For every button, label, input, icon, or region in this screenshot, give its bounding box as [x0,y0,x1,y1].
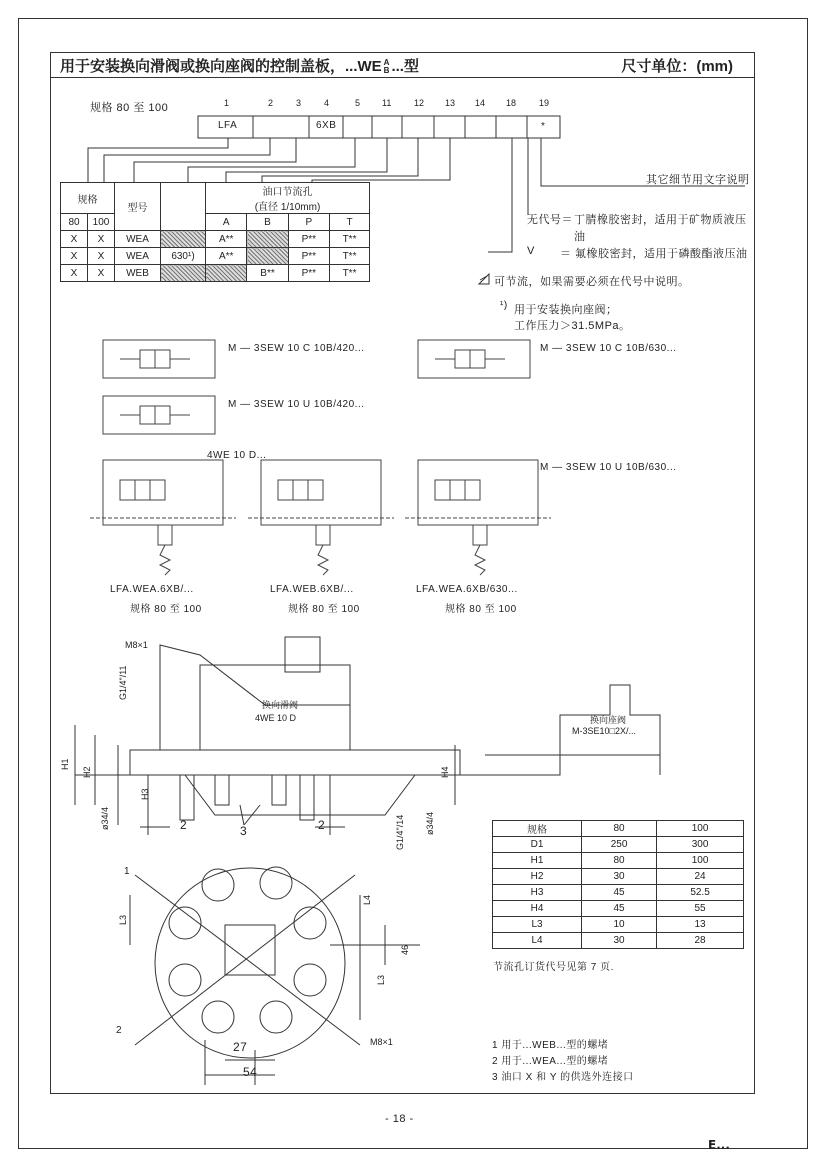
pos-14: 14 [475,98,486,108]
dim-l3-left: L3 [118,914,128,925]
pos-19: 19 [539,98,550,108]
code-box-6xb: 6XB [316,120,337,131]
size-range-label: 规格 80 至 100 [90,102,169,114]
page-number: - 18 - [385,1113,414,1125]
opt-row: X X WEB B** P** T** [61,265,370,282]
seat-valve-label: 换向座阀 [590,715,627,725]
pos-3: 3 [296,98,302,108]
opt-h-type: 型号 [115,183,161,231]
dim-dia-left: ø34/4 [100,806,110,830]
pos-12: 12 [414,98,425,108]
option-table [60,182,370,282]
dim-h4: H4 [440,766,450,778]
footnote-line-2: 工作压力＞31.5MPa。 [514,320,631,332]
table-row: D1 250 300 [493,837,744,853]
opt-h-size: 规格 [61,183,115,214]
title-frac-bottom: B [383,66,390,76]
table-row: H4 45 55 [493,901,744,917]
footnote-mark: ¹) [500,300,508,311]
opt-h-throttle: 油口节流孔 (直径 1/10mm) [206,183,370,214]
throttle-note: 可节流，如果需要必须在代号中说明。 [494,276,690,288]
pos-18: 18 [506,98,517,108]
table-row: H3 45 52.5 [493,885,744,901]
symbol-m3: M — 3SEW 10 U 10B/420... [228,399,365,410]
opt-sub-100: 100 [88,214,115,231]
dimension-table [492,820,744,949]
code-box-lfa: LFA [218,120,238,131]
dim-m8-bottom: M8×1 [370,1037,393,1047]
symbol-m1: M — 3SEW 10 C 10B/420... [228,343,365,354]
dim-2-left: 2 [180,818,188,832]
opt-row: X X WEA 630¹) A** P** T** [61,248,370,265]
symbol-lfa2: LFA.WEB.6XB/... [270,584,354,595]
footnote-line-1: 用于安装换向座阀； [514,304,618,316]
table-row: H1 80 100 [493,853,744,869]
opt-port-t: T [330,214,370,231]
dim-table-note: 节流孔订货代号见第 7 页. [493,962,614,973]
dim-l3-right: L3 [376,974,386,985]
dim-l4: L4 [362,894,372,905]
dim-g14-left: G1/4"/11 [118,665,128,700]
opt-port-a: A [206,214,247,231]
opt-row: X X WEA A** P** T** [61,231,370,248]
pos-11: 11 [382,98,392,108]
pos-1: 1 [224,98,230,108]
hydraulic-symbols [0,330,826,620]
symbol-size-3: 规格 80 至 100 [445,604,517,615]
table-row: L3 10 13 [493,917,744,933]
dim-h1: H1 [60,758,70,770]
legend-item-1: 1 用于...WEB...型的螺堵 [492,1040,609,1051]
dim-m8: M8×1 [125,640,148,650]
symbol-size-1: 规格 80 至 100 [130,604,202,615]
title-main: 用于安装换向滑阀或换向座阀的控制盖板，...WE [60,58,382,75]
pos-4: 4 [324,98,330,108]
symbol-lfa1: LFA.WEA.6XB/... [110,584,194,595]
dim-2-right: 2 [318,818,326,832]
seal-none-text: 丁腈橡胶密封，适用于矿物质液压 [574,214,747,226]
title-frac-top: A [383,58,390,68]
opt-port-b: B [247,214,288,231]
dim-dia-right: ø34/4 [425,811,435,835]
dim-g14-right: G1/4"/14 [395,814,405,850]
table-row: H2 30 24 [493,869,744,885]
label-2: 2 [116,1025,123,1036]
table-row: L4 30 28 [493,933,744,949]
throttle-triangle-icon [478,273,490,285]
dim-h3: H3 [140,788,150,800]
seat-valve-model: M-3SE10□2X/... [572,726,636,736]
pos-13: 13 [445,98,456,108]
dim-27: 27 [233,1040,248,1054]
symbol-lfa3: LFA.WEA.6XB/630... [416,584,518,595]
opt-sub-80: 80 [61,214,88,231]
pos-5: 5 [355,98,361,108]
slide-valve-label: 换向滑阀 [262,700,299,710]
seal-none-text-2: 油 [574,231,586,243]
pos-2: 2 [268,98,274,108]
brand-logo: E... [708,1138,730,1152]
slide-valve-model: 4WE 10 D [255,713,297,723]
seal-v-code: V [527,245,535,257]
legend-item-3: 3 油口 X 和 Y 的供选外连接口 [492,1072,634,1083]
legend-item-2: 2 用于...WEA...型的螺堵 [492,1056,609,1067]
symbol-m4: M — 3SEW 10 U 10B/630... [540,462,677,473]
symbol-m2: M — 3SEW 10 C 10B/630... [540,343,677,354]
seal-none-code: 无代号＝ [527,214,573,226]
dim-header-row: 规格 80 100 [493,821,744,837]
other-details-text: 其它细节用文字说明 [646,174,750,186]
unit-label: 尺寸单位：(mm) [621,58,733,75]
dim-h2: H2 [82,766,92,778]
seal-v-text: ＝ 氟橡胶密封，适用于磷酸酯液压油 [560,248,748,260]
symbol-we: 4WE 10 D... [207,450,267,461]
label-1: 1 [124,866,131,877]
title-suffix: ...型 [391,58,419,75]
symbol-size-2: 规格 80 至 100 [288,604,360,615]
opt-port-p: P [288,214,329,231]
dim-54: 54 [243,1065,258,1079]
label-3: 3 [240,824,248,838]
dim-46: 46 [400,944,410,955]
code-box-star: * [541,121,546,132]
